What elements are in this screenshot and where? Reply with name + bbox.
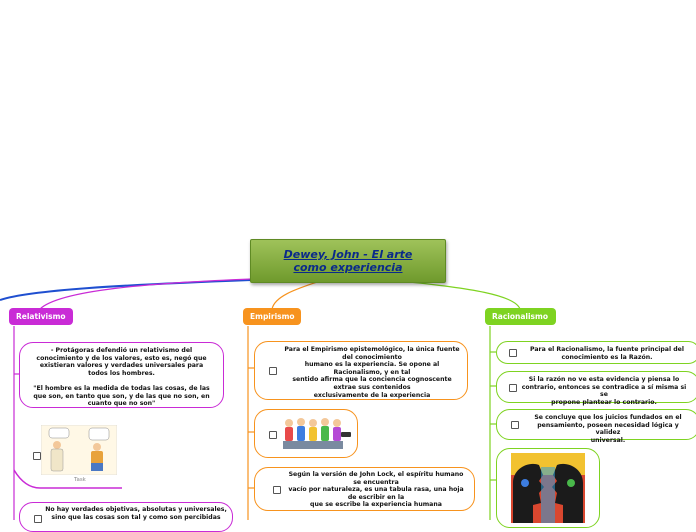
racionalismo-node-fuente[interactable] [496,341,696,364]
empirismo-node-john-lock[interactable] [254,467,475,511]
racionalismo-node-juicios-text: Se concluye que los juicios fundados en el pensamiento, poseen necesidad lógica y validez universal. [534,414,682,444]
cartoon-debate-image [41,425,117,475]
relativismo-node-verdades-text: No hay verdades objetivas, absolutas y universales, sino que las cosas son tal y como son percibidas [45,506,227,521]
branch-racionalismo[interactable] [485,308,556,325]
relativismo-image-caption: Task [74,477,86,483]
relativismo-image-checkbox[interactable] [33,452,41,460]
relativismo-image-node[interactable] [30,422,122,488]
racionalismo-node-fuente-checkbox[interactable] [509,349,517,357]
empirismo-node-definicion-checkbox[interactable] [269,367,277,375]
empirismo-image-checkbox[interactable] [269,431,277,439]
branch-racionalismo-label: Racionalismo [492,312,548,321]
empirismo-node-john-lock-text: Según la versión de John Lock, el espíritu humano se encuentra vacío por naturaleza, es una tabula rasa, una hoja de escribir en la que se escribe la experiencia humana [288,471,464,509]
branch-empirismo[interactable] [243,308,301,325]
empirismo-node-definicion-text: Para el Empirismo epistemológico, la única fuente del conocimiento humano es la experiencia. Se opone al Racionalismo, y en tal sentido afirma que la conciencia cognoscente extrae sus contenidos exclusivamente de la experiencia [284,346,460,399]
racionalismo-node-juicios[interactable] [496,409,696,444]
relativismo-node-protagoras[interactable] [19,342,224,408]
branch-relativismo-label: Relativismo [16,312,66,321]
empirismo-node-john-lock-checkbox[interactable] [273,486,281,494]
racionalismo-node-fuente-text: Para el Racionalismo, la fuente principal del conocimiento es la Razón. [530,346,684,361]
racionalismo-node-contradice-checkbox[interactable] [509,384,517,392]
relativismo-node-verdades[interactable] [19,502,233,532]
empirismo-image-node[interactable] [254,409,358,458]
racionalismo-image-node[interactable] [496,448,600,528]
racionalismo-node-contradice[interactable] [496,371,696,406]
heads-silhouette-image [511,453,585,523]
central-topic-title: Dewey, John - El arte como experiencia [283,248,413,274]
relativismo-node-verdades-checkbox[interactable] [34,515,42,523]
branch-relativismo[interactable] [9,308,73,325]
relativismo-node-protagoras-text: - Protágoras defendió un relativismo del conocimiento y de los valores, esto es, negó que existieran valores y verdades universales para todos los hombres. "El hombre es la medida de todas las cosas, de las que son, en tanto que son, y de las que no son, en cuanto que no son" [33,347,210,408]
branch-empirismo-label: Empirismo [250,312,295,321]
central-topic[interactable] [250,239,446,283]
children-group-image [281,414,353,454]
racionalismo-node-juicios-checkbox[interactable] [511,421,519,429]
racionalismo-node-contradice-text: Si la razón no ve esta evidencia y piensa lo contrario, entonces se contradice a sí misma si se propone plantear lo contrario. [521,376,687,406]
empirismo-node-definicion[interactable] [254,341,468,400]
